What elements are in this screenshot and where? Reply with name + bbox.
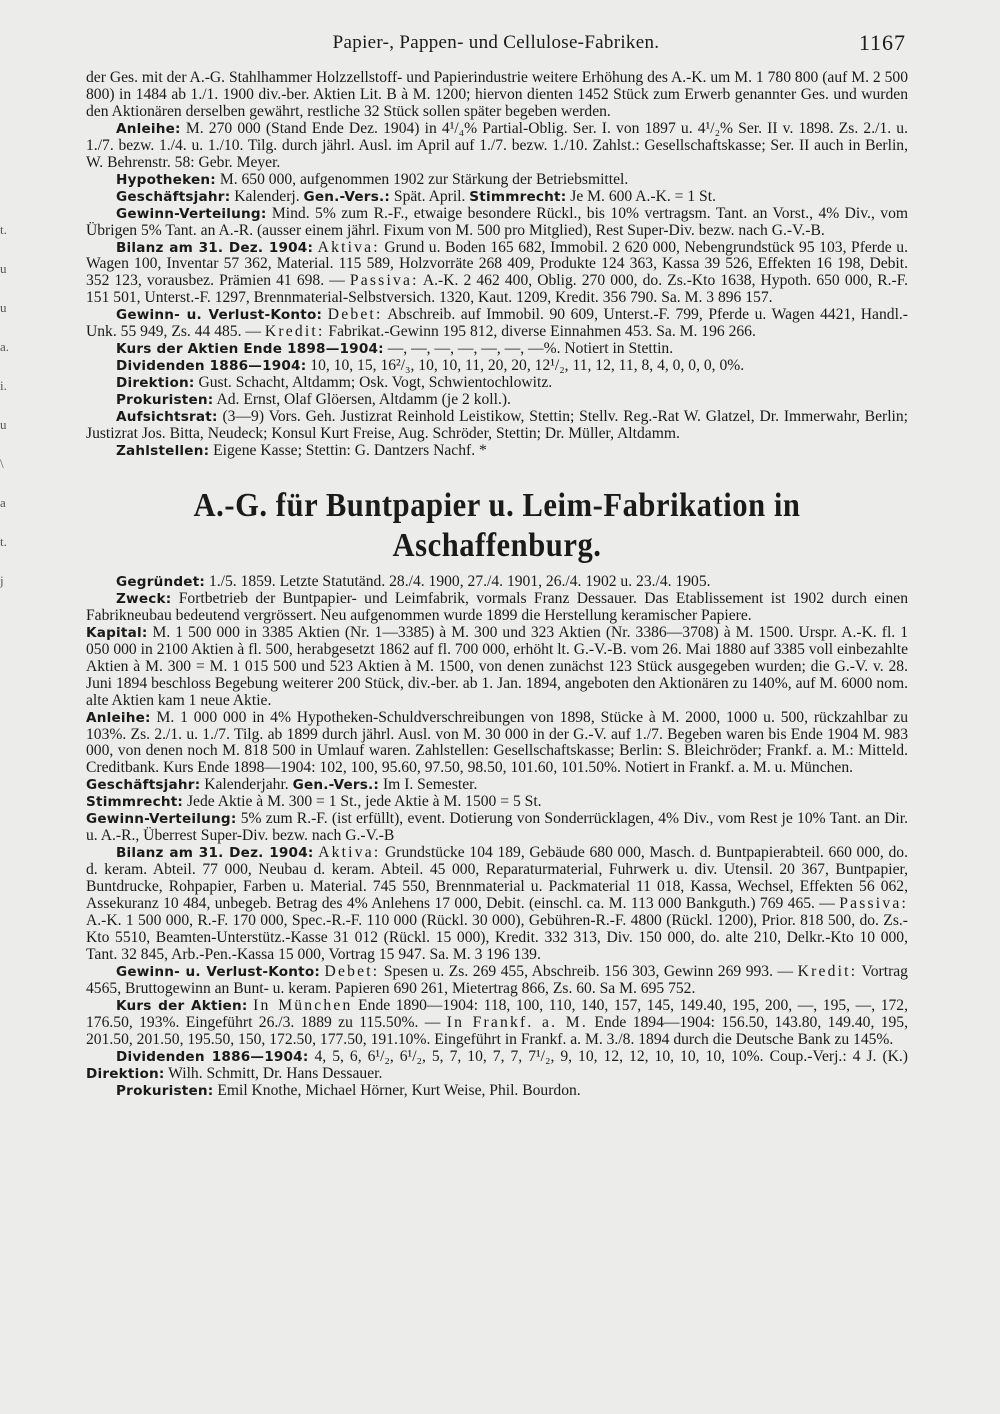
- guv-debet-label: Debet:: [327, 306, 383, 324]
- margin-mark: t.: [0, 222, 7, 237]
- kurs-label: Kurs der Aktien Ende 1898—1904:: [116, 341, 384, 358]
- direktion-entry: [86, 375, 908, 392]
- guv2-debet-label: Debet:: [324, 962, 380, 980]
- direktion-text: Gust. Schacht, Altdamm; Osk. Vogt, Schwientochlowitz.: [198, 374, 553, 392]
- guv2-label: Gewinn- u. Verlust-Konto:: [116, 963, 321, 980]
- guv2-entry: [86, 964, 908, 998]
- guv-debet-text: Abschreib. auf Immobil. 90 609, Unterst.-F. 799, Pferde u. Wagen 4421, Handl.-Unk. 55 949, Zs. 44 485. —: [86, 306, 908, 341]
- dividenden-text: 10, 10, 15, 16²/₃, 10, 10, 11, 20, 20, 12¹/₂, 11, 12, 11, 8, 4, 0, 0, 0, 0%.: [310, 357, 745, 375]
- aufsichtsrat-entry: [86, 409, 908, 443]
- bilanz-entry: [86, 240, 908, 308]
- prokuristen-text: Ad. Ernst, Olaf Glöersen, Altdamm (je 2 koll.).: [216, 391, 511, 409]
- kurs-entry: [86, 341, 908, 358]
- zweck-label: Zweck:: [116, 590, 172, 607]
- bilanz2-entry: [86, 845, 908, 964]
- margin-mark: u: [0, 300, 7, 315]
- kurs2-text-1: Ende 1890—1904: 118, 100, 110, 140, 157, 145, 149.40, 195, 200, —, 195, —, 172, 176.50, 193%. Eingeführt 26./3. 1889 zu 115.50%. —: [86, 996, 908, 1031]
- anleihe2-label: Anleihe:: [86, 709, 151, 726]
- kapital-text: M. 1 500 000 in 3385 Aktien (Nr. 1—3385) à M. 300 und 323 Aktien (Nr. 3386—3708) à M. 1500. Urspr. A.-K. fl. 1 050 000 in 2100 Aktien à fl. 500, herabgesetzt 1862 auf fl. 700 000, erhöht lt. G.-V.-B. vom 26. Mai 1880 auf 3385 voll einbezahlte Aktien à M. 300 = M. 1 015 500 und 523 Aktien à M. 1500, von denen zunächst 123 Stück ausgegeben wurden; die G.-V. v. 28. Juni 1894 beschloss Begebung weiterer 200 Stück, div.-ber. ab 1. Jan. 1894, angeboten den Aktionären zu 140%, auf M. 6000 nom. alte Aktien kam 1 neue Aktie.: [86, 623, 908, 709]
- genvers-text: Spät. April.: [393, 187, 466, 205]
- gewinnverteilung-text: Mind. 5% zum R.-F., etwaige besondere Rückl., bis 10% vertragsm. Tant. an Vorst., 4% Div., vom Übrigen 5% Tant. an A.-R. (ausser einem jährl. Fixum von M. 500 pro Mitglied), Rest Super-Div. bezw. nach G.-V.-B.: [86, 204, 909, 239]
- stimmrecht2-label: Stimmrecht:: [86, 794, 184, 811]
- prokuristen2-text: Emil Knothe, Michael Hörner, Kurt Weise, Phil. Bourdon.: [217, 1081, 581, 1099]
- aufsichtsrat-text: (3—9) Vors. Geh. Justizrat Reinhold Leistikow, Stettin; Stellv. Reg.-Rat W. Glatzel, Dr. Immerwahr, Berlin; Justizrat Jos. Bitta, Neudeck; Konsul Kurt Freise, Aug. Schröder, Stettin; Dr. Müller, Altdamm.: [86, 408, 908, 443]
- margin-mark: a: [0, 495, 6, 510]
- stimmrecht-text: Je M. 600 A.-K. = 1 St.: [570, 187, 716, 205]
- guv-kredit-text: Fabrikat.-Gewinn 195 812, diverse Einnahmen 453. Sa. M. 196 266.: [328, 323, 756, 341]
- gewinnverteilung2-label: Gewinn-Verteilung:: [86, 811, 237, 828]
- genvers2-label: Gen.-Vers.:: [292, 777, 380, 794]
- geschaeftsjahr2-label: Geschäftsjahr:: [86, 777, 201, 794]
- page-body: [86, 70, 908, 1099]
- direktion2-label: Direktion:: [86, 1065, 165, 1082]
- left-margin-marks: [0, 210, 10, 600]
- geschaeftsjahr-label: Geschäftsjahr:: [116, 188, 231, 205]
- kurs2-entry: [86, 998, 908, 1049]
- zahlstellen-entry: [86, 443, 908, 460]
- anleihe2-entry: [86, 710, 908, 778]
- zahlstellen-text: Eigene Kasse; Stettin: G. Dantzers Nachf. *: [213, 441, 487, 459]
- margin-mark: u: [0, 417, 7, 432]
- stimmrecht2-entry: [86, 794, 908, 811]
- bilanz-aktiva-text: Grund u. Boden 165 682, Immobil. 2 620 000, Nebengrundstück 95 103, Pferde u. Wagen 100, Inventar 57 362, Material. 115 589, Holzvorräte 268 409, Produkte 124 363, Kassa 39 526, Effekten 16 198, Debit. 352 123, vorausbez. Prämien 41 698. —: [86, 238, 908, 290]
- page-number: 1167: [858, 30, 906, 55]
- direktion2-text: Wilh. Schmitt, Dr. Hans Dessauer.: [168, 1064, 383, 1082]
- guv2-kredit-label: Kredit:: [797, 962, 858, 980]
- bilanz-passiva-text: A.-K. 2 462 400, Oblig. 270 000, do. Zs.-Kto 1638, Hypoth. 650 000, R.-F. 151 501, Unterst.-F. 1297, Brennmaterial-Selbstversich. 1320, Kaut. 1209, Kredit. 356 790. Sa. M. 3 896 157.: [86, 272, 909, 307]
- zweck-text: Fortbetrieb der Buntpapier- und Leimfabrik, vormals Franz Dessauer. Das Etablissement ist 1902 durch einen Fabrikneubau bedeutend vergrössert. Neu aufgenommen wurde 1899 die Herstellung keramischer Papiere.: [86, 589, 908, 624]
- kurs2-frankf-label: In Frankf. a. M.: [446, 1013, 588, 1031]
- gegruendet-label: Gegründet:: [116, 573, 206, 590]
- margin-mark: t.: [0, 534, 7, 549]
- genvers-label: Gen.-Vers.:: [303, 188, 390, 205]
- geschaeftsjahr-entry: [86, 189, 908, 206]
- geschaeftsjahr2-text: Kalenderjahr.: [204, 776, 289, 794]
- guv-entry: [86, 307, 908, 341]
- kurs2-text-2: Ende 1894—1904: 156.50, 143.80, 149.40, 195, 201.50, 201.50, 195.50, 150, 172.50, 177.50, 191.10%. Eingeführt in Frankf. a. M. 3./8. 1894 durch die Deutsche Bank zu 145%.: [86, 1013, 908, 1048]
- geschaeftsjahr2-entry: [86, 777, 908, 794]
- margin-mark: j: [0, 573, 4, 588]
- margin-mark: \: [0, 456, 4, 471]
- bilanz2-label: Bilanz am 31. Dez. 1904:: [116, 845, 314, 862]
- margin-mark: a.: [0, 339, 10, 354]
- kurs2-muenchen-label: In München: [253, 996, 353, 1014]
- aufsichtsrat-label: Aufsichtsrat:: [116, 409, 218, 426]
- genvers2-text: Im I. Semester.: [382, 776, 478, 794]
- running-title: Papier-, Pappen- und Cellulose-Fabriken.: [332, 32, 660, 53]
- zweck-entry: [86, 591, 908, 625]
- stimmrecht2-text: Jede Aktie à M. 300 = 1 St., jede Aktie à M. 1500 = 5 St.: [186, 793, 542, 811]
- anleihe2-text: M. 1 000 000 in 4% Hypotheken-Schuldverschreibungen von 1898, Stücke à M. 2000, 1000 u. 500, rückzahlbar zu 103%. Zs. 2./1. u. 1./7. Tilg. ab 1899 durch jährl. Ausl. von M. 30 000 in der G.-V. auf 1./7. Begeben waren bis Ende 1904 M. 983 000, von denen noch M. 818 500 in Umlauf waren. Zahlstellen: Gesellschaftskasse; Berlin: S. Bleichröder; Frankf. a. M.: Mitteld. Creditbank. Kurs Ende 1898—1904: 102, 100, 95.60, 97.50, 98.50, 101.60, 101.50%. Notiert in Frankf. a. M. u. München.: [86, 708, 908, 777]
- bilanz2-aktiva-label: Aktiva:: [318, 844, 381, 862]
- gewinnverteilung2-text: 5% zum R.-F. (ist erfüllt), event. Dotierung von Sonderrücklagen, 4% Div., vom Rest je 10% Tant. an Dir. u. A.-R., Überrest Super-Div. bezw. nach G.-V.-B: [86, 810, 908, 845]
- gegruendet-text: 1./5. 1859. Letzte Statutänd. 28./4. 1900, 27./4. 1901, 26./4. 1902 u. 23./4. 1905.: [208, 572, 711, 590]
- dividenden2-entry: [86, 1049, 908, 1083]
- prokuristen2-label: Prokuristen:: [116, 1082, 214, 1099]
- dividenden-entry: [86, 358, 908, 375]
- bilanz2-passiva-text: A.-K. 1 500 000, R.-F. 170 000, Spec.-R.-F. 110 000 (Rückl. 30 000), Gebühren-R.-F. 4800 (Rückl. 1200), Prior. 818 500, do. Zs.-Kto 5510, Beamten-Unterstütz.-Kasse 31 012 (Rückl. 15 000), Kredit. 332 313, Div. 150 000, do. alte 210, Delkr.-Kto 10 000, Tant. 32 845, Arb.-Pen.-Kassa 15 000, Vortrag 15 947. Sa. M. 3 196 139.: [86, 911, 908, 963]
- anleihe-label: Anleihe:: [116, 120, 181, 137]
- prokuristen-entry: [86, 392, 908, 409]
- guv-label: Gewinn- u. Verlust-Konto:: [116, 307, 323, 324]
- company-title: A.-G. für Buntpapier u. Leim-Fabrikation in Aschaffenburg.: [193, 486, 801, 564]
- hypotheken-text: M. 650 000, aufgenommen 1902 zur Stärkung der Betriebsmittel.: [219, 170, 629, 188]
- dividenden2-label: Dividenden 1886—1904:: [116, 1048, 309, 1065]
- intro-paragraph: der Ges. mit der A.-G. Stahlhammer Holzzellstoff- und Papierindustrie weitere Erhöhung des A.-K. um M. 1 780 800 (auf M. 2 500 800) in 1484 ab 1./1. 1900 div.-ber. Aktien Lit. B à M. 1200; hiervon dienten 1452 Stück zum Erwerb genannter Ges. und wurden den Aktionären derselben gewährt, restliche 32 Stück sollen später begeben werden.: [86, 69, 908, 120]
- kurs-text: —, —, —, —, —, —, —%. Notiert in Stettin.: [387, 340, 674, 358]
- dividenden2-text: 4, 5, 6, 6¹/₂, 6¹/₂, 5, 7, 10, 7, 7, 7¹/₂, 9, 10, 12, 12, 10, 10, 10, 10%.: [314, 1047, 764, 1065]
- margin-mark: i.: [0, 378, 7, 393]
- gegruendet-entry: [86, 574, 908, 591]
- bilanz-label: Bilanz am 31. Dez. 1904:: [116, 239, 314, 256]
- guv2-debet-text: Spesen u. Zs. 269 455, Abschreib. 156 303, Gewinn 269 993. —: [383, 962, 794, 980]
- zahlstellen-label: Zahlstellen:: [116, 442, 210, 459]
- bilanz-aktiva-label: Aktiva:: [317, 238, 380, 256]
- anleihe-entry: [86, 121, 908, 172]
- kapital-label: Kapital:: [86, 624, 148, 641]
- bilanz-passiva-label: Passiva:: [349, 272, 419, 290]
- direktion-label: Direktion:: [116, 375, 195, 392]
- page-header: [86, 30, 906, 60]
- guv-kredit-label: Kredit:: [264, 323, 325, 341]
- geschaeftsjahr-text: Kalenderj.: [234, 187, 300, 205]
- stimmrecht-label: Stimmrecht:: [469, 188, 567, 205]
- dividenden-label: Dividenden 1886—1904:: [116, 358, 307, 375]
- prokuristen2-entry: [86, 1083, 908, 1100]
- gewinnverteilung-label: Gewinn-Verteilung:: [116, 205, 267, 222]
- prokuristen-label: Prokuristen:: [116, 392, 214, 409]
- hypotheken-label: Hypotheken:: [116, 171, 216, 188]
- bilanz2-passiva-label: Passiva:: [839, 895, 908, 913]
- guv2-kredit-text: Vortrag 4565, Bruttogewinn an Bunt- u. keram. Papieren 690 261, Mietertrag 866, Zs. 60. Sa M. 695 752.: [86, 962, 908, 997]
- kapital-entry: [86, 625, 908, 710]
- gewinnverteilung2-entry: [86, 811, 908, 845]
- bilanz2-aktiva-text: Grundstücke 104 189, Gebäude 680 000, Masch. d. Buntpapierabteil. 660 000, do. d. keram. Abteil. 77 000, Neubau d. keram. Abteil. 45 000, Reparaturmaterial, Fuhrwerk u. div. Utensil. 20 367, Buntpapier, Buntdrucke, Rohpapier, Farben u. Material. 745 550, Brennmaterial u. Packmaterial 11 018, Kassa, Wechsel, Effekten 56 062, Assekuranz 10 484, unbegeb. Betrag des 4% Anlehens 17 000, Debit. (einschl. ca. M. 113 000 Bankguth.) 769 465. —: [86, 844, 908, 913]
- hypotheken-entry: [86, 172, 908, 189]
- anleihe-text: M. 270 000 (Stand Ende Dez. 1904) in 4¹/₄% Partial-Oblig. Ser. I. von 1897 u. 4¹/₂% Ser. II v. 1898. Zs. 2./1. u. 1./7. bezw. 1./4. u. 1./10. Tilg. durch jährl. Ausl. im April auf 1./7. bezw. 1./10. Zahlst.: Gesellschaftskasse; Ser. II auch in Berlin, W. Behrenstr. 58: Gebr. Meyer.: [86, 119, 908, 171]
- gewinnverteilung-entry: [86, 206, 908, 240]
- kurs2-label: Kurs der Aktien:: [116, 997, 248, 1014]
- margin-mark: u: [0, 261, 7, 276]
- coupverj-text: Coup.-Verj.: 4 J. (K.): [769, 1047, 908, 1065]
